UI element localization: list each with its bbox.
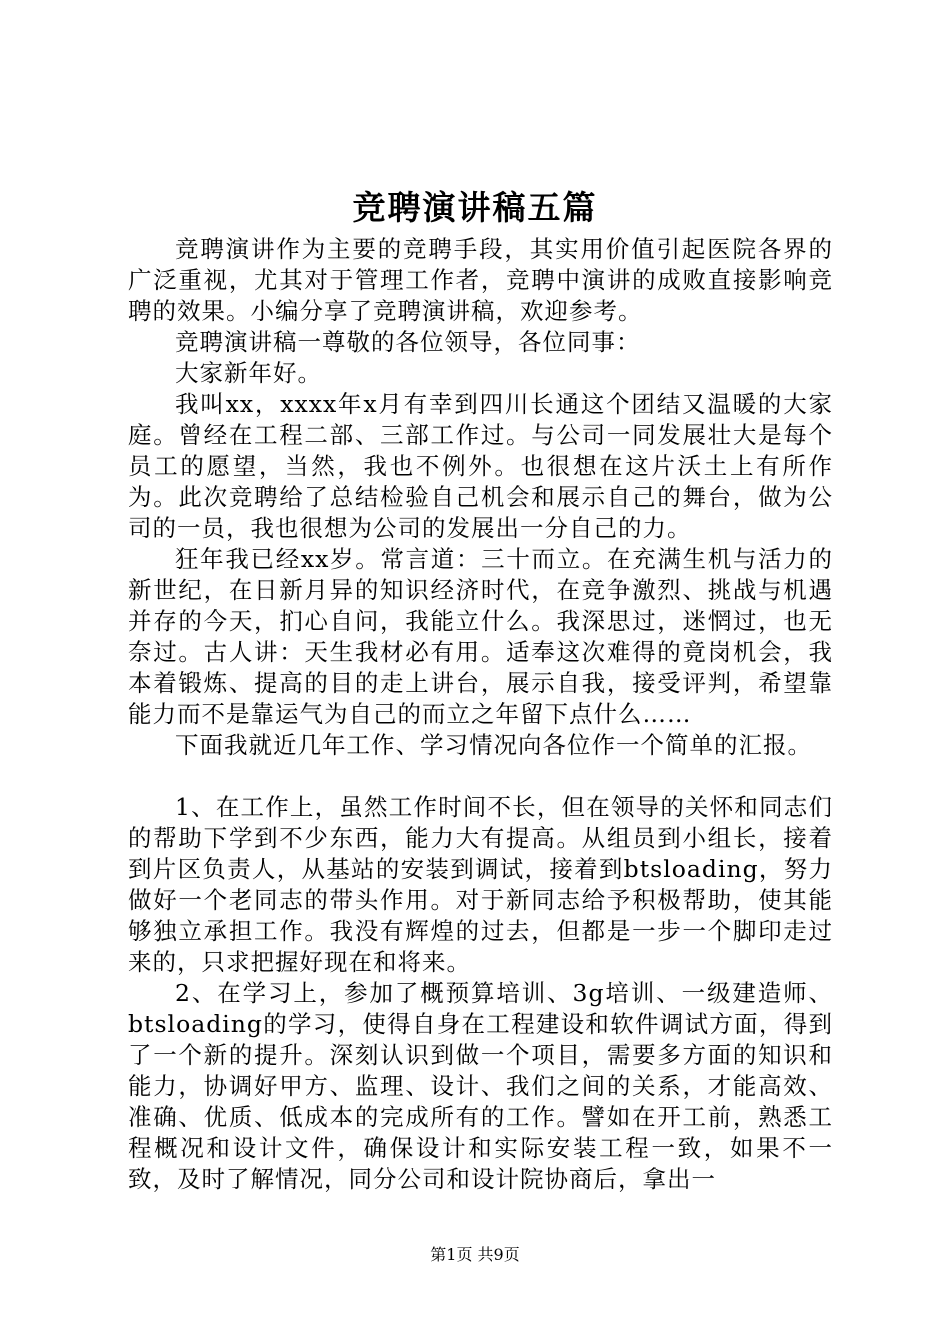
paragraph-age-reflection: 狂年我已经xx岁。常言道：三十而立。在充满生机与活力的新世纪，在日新月异的知识经济时代，在竞争激烈、挑战与机遇并存的今天，扪心自问，我能立什么。我深思过，迷惘过，也无奈过。古人讲：天生我材必有用。适奉这次难得的竟岗机会，我本着锻炼、提高的目的走上讲台，展示自我，接受评判，希望靠能力而不是靠运气为自己的而立之年留下点什么…… [128,545,833,728]
paragraph-self-intro: 我叫xx，xxxx年x月有幸到四川长通这个团结又温暖的大家庭。曾经在工程二部、三部工作过。与公司一同发展壮大是每个员工的愿望，当然，我也不例外。也很想在这片沃土上有所作为。此次竞聘给了总结检验自己机会和展示自己的舞台，做为公司的一员，我也很想为公司的发展出一分自己的力。 [128,390,833,542]
paragraph-work: 1、在工作上，虽然工作时间不长，但在领导的关怀和同志们的帮助下学到不少东西，能力大有提高。从组员到小组长，接着到片区负责人，从基站的安装到调试，接着到btsloading，努力做好一个老同志的带头作用。对于新同志给予积极帮助，使其能够独立承担工作。我没有辉煌的过去，但都是一步一个脚印走过来的，只求把握好现在和将来。 [128,793,833,976]
paragraph-greeting: 大家新年好。 [175,359,322,387]
paragraph-salutation: 竞聘演讲稿一尊敬的各位领导，各位同事： [175,328,641,356]
paragraph-study: 2、在学习上，参加了概预算培训、3g培训、一级建造师、btsloading的学习，使得自身在工程建设和软件调试方面，得到了一个新的提升。深刻认识到做一个项目，需要多方面的知识和能力，协调好甲方、监理、设计、我们之间的关系，才能高效、准确、优质、低成本的完成所有的工作。譬如在开工前，熟悉工程概况和设计文件，确保设计和实际安装工程一致，如果不一致，及时了解情况，同分公司和设计院协商后，拿出一 [128,979,833,1193]
document-title: 竞聘演讲稿五篇 [352,188,598,227]
paragraph-report-lead: 下面我就近几年工作、学习情况向各位作一个简单的汇报。 [175,731,812,759]
page-footer: 第1页 共9页 [430,1245,520,1264]
paragraph-intro: 竞聘演讲作为主要的竞聘手段，其实用价值引起医院各界的广泛重视，尤其对于管理工作者，竞聘中演讲的成败直接影响竞聘的效果。小编分享了竞聘演讲稿，欢迎参考。 [128,235,833,325]
document-body [128,234,833,1195]
